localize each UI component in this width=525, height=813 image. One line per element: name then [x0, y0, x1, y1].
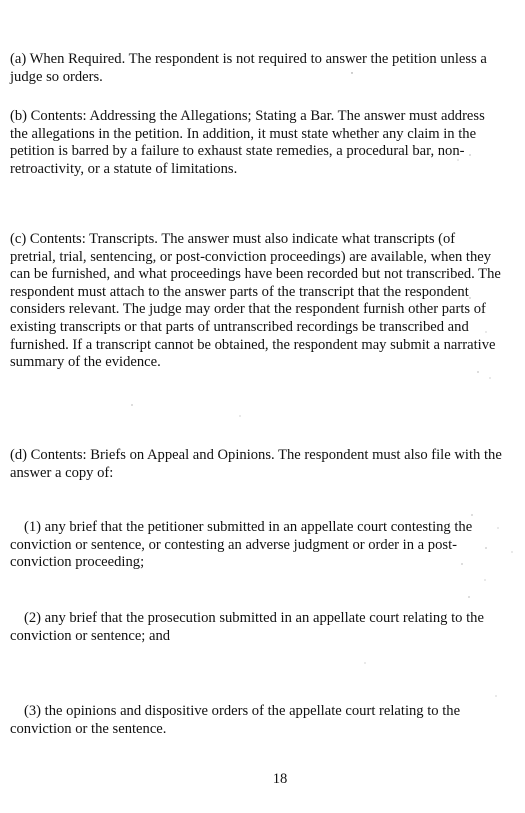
list-item-1: (1) any brief that the petitioner submitted in an appellate court contesting the conviction or sentence, or contesting an adverse judgment or order in a post-conviction proceeding; — [10, 519, 473, 571]
paragraph-b-allegations: (b) Contents: Addressing the Allegations; Stating a Bar. The answer must address the allegations in the petition. In addition, it must state whether any claim in the petition is barred by a failure to exhaust state remedies, a procedural bar, non-retroactivity, or a statute of limitations. — [10, 108, 485, 177]
list-item-2: (2) any brief that the prosecution submitted in an appellate court relating to the conviction or sentence; and — [10, 610, 484, 644]
paragraph-a-when-required: (a) When Required. The respondent is not required to answer the petition unless a judge so orders. — [10, 51, 487, 85]
page-number: 18 — [272, 771, 288, 787]
paragraph-d-briefs: (d) Contents: Briefs on Appeal and Opinions. The respondent must also file with the answer a copy of: — [10, 447, 502, 481]
list-item-3: (3) the opinions and dispositive orders of the appellate court relating to the conviction or the sentence. — [10, 703, 461, 737]
paragraph-c-transcripts: (c) Contents: Transcripts. The answer must also indicate what transcripts (of pretrial, trial, sentencing, or post-conviction proceedings) are available, when they can be furnished, and what proceedings have been recorded but not transcribed. The respondent must attach to the answer parts of the transcript that the respondent considers relevant. The judge may order that the respondent furnish other parts of existing transcripts or that parts of untranscribed recordings be transcribed and furnished. If a transcript cannot be obtained, the respondent may submit a narrative summary of the evidence. — [10, 231, 501, 371]
